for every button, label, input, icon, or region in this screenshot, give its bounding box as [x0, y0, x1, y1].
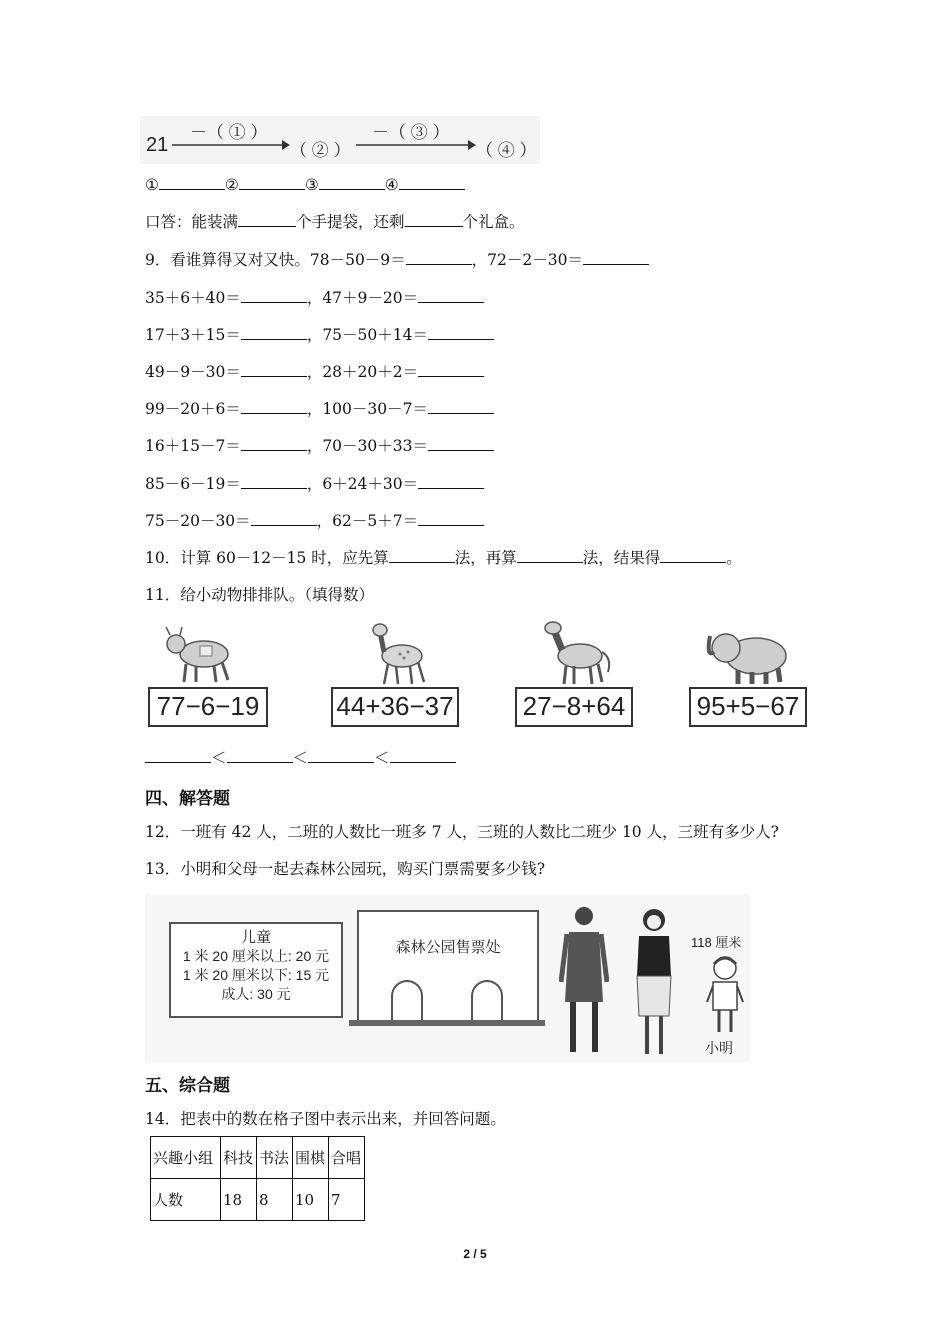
q9-blank[interactable]: [418, 475, 484, 489]
q9-blank[interactable]: [241, 363, 307, 377]
goat-expr: 77−6−19: [148, 687, 268, 727]
q9-title: 9．看谁算得又对又快。78－50－9＝ ，72－2－30＝: [145, 250, 649, 270]
table-cell: 7: [329, 1179, 365, 1221]
q9-blank-b[interactable]: [583, 251, 649, 265]
section-5-heading: 五、综合题: [145, 1076, 230, 1096]
sign-line-1: 1 米 20 厘米以上: 20 元: [182, 948, 330, 964]
table-cell: 围棋: [293, 1137, 329, 1179]
order-blank-4[interactable]: [390, 749, 456, 763]
q10-blank-1[interactable]: [389, 549, 455, 563]
q9-blank[interactable]: [428, 400, 494, 414]
price-sign: [169, 922, 343, 1018]
q9-blank[interactable]: [241, 475, 307, 489]
diagram-box2: （ ② ）: [290, 141, 351, 160]
q10: 10．计算 60－12－15 时，应先算 法，再算 法，结果得 。: [145, 549, 742, 567]
table-cell: 8: [257, 1179, 293, 1221]
q9-row: 17＋3＋15＝ ，75－50＋14＝: [145, 325, 494, 345]
horse-icon: [540, 618, 616, 686]
sign-line-3: 成人: 30 元: [221, 986, 291, 1002]
blank-3[interactable]: [319, 176, 385, 190]
q9-row: 99－20＋6＝ ，100－30－7＝: [145, 399, 494, 419]
q9-blank[interactable]: [428, 326, 494, 340]
q9-row: 49－9－30＝ ，28＋20＋2＝: [145, 362, 484, 382]
table-row: [151, 1179, 365, 1221]
order-line: ＜ ＜ ＜: [145, 748, 456, 768]
horse-expr: 27−8+64: [515, 687, 633, 727]
blank-bags[interactable]: [238, 213, 296, 227]
child-icon: [705, 954, 745, 1038]
interest-table: [150, 1136, 365, 1221]
table-cell: 合唱: [329, 1137, 365, 1179]
blank-2[interactable]: [239, 176, 305, 190]
table-cell: 人数: [151, 1179, 221, 1221]
q9-row: 85－6－19＝ ，6＋24＋30＝: [145, 474, 484, 494]
q9-blank[interactable]: [241, 400, 307, 414]
booth-window-right: [471, 980, 503, 1024]
section-4-heading: 四、解答题: [145, 789, 230, 809]
mother-icon: [629, 904, 679, 1060]
order-blank-3[interactable]: [308, 749, 374, 763]
q9-row: 75－20－30＝ ，62－5＋7＝: [145, 511, 484, 531]
order-blank-1[interactable]: [145, 749, 211, 763]
diagram-box4: （ ④ ）: [476, 141, 537, 160]
q9-blank[interactable]: [241, 437, 307, 451]
blank-1[interactable]: [159, 176, 225, 190]
goat-icon: [160, 624, 240, 686]
q9-blank-a[interactable]: [406, 251, 472, 265]
arrow-diagram: [140, 116, 540, 164]
sign-line-2: 1 米 20 厘米以下: 15 元: [182, 967, 330, 983]
q9-blank[interactable]: [428, 437, 494, 451]
q9-blank[interactable]: [241, 326, 307, 340]
booth-window-left: [391, 980, 423, 1024]
table-cell: 18: [221, 1179, 257, 1221]
booth-base: [349, 1020, 545, 1026]
father-icon: [559, 902, 609, 1062]
arrow-2: [356, 138, 476, 152]
sign-title: 儿童: [240, 929, 271, 946]
ticket-booth: [357, 910, 539, 1022]
ticket-figure: [145, 894, 750, 1062]
q9-blank[interactable]: [418, 289, 484, 303]
q9-blank[interactable]: [241, 289, 307, 303]
arrow-1: [172, 138, 290, 152]
order-blank-2[interactable]: [227, 749, 293, 763]
q9-row: 35＋6＋40＝ ，47＋9－20＝: [145, 288, 484, 308]
elephant-icon: [704, 624, 796, 686]
q14: 14．把表中的数在格子图中表示出来，并回答问题。: [145, 1110, 506, 1128]
child-height-label: 118 厘米: [691, 935, 742, 950]
q9-row: 16＋15－7＝ ，70－30＋33＝: [145, 436, 494, 456]
q11-title: 11．给小动物排排队。（填得数）: [145, 586, 374, 604]
booth-label: 森林公园售票处: [395, 939, 501, 956]
elephant-expr: 95+5−67: [689, 687, 807, 727]
deer-icon: [364, 618, 434, 686]
diagram-start: 21: [146, 134, 169, 156]
table-cell: 科技: [221, 1137, 257, 1179]
q9-blank[interactable]: [418, 512, 484, 526]
table-cell: 10: [293, 1179, 329, 1221]
deer-expr: 44+36−37: [331, 687, 459, 727]
q9-blank[interactable]: [251, 512, 317, 526]
oral-answer: 口答：能装满 个手提袋，还剩 个礼盒。: [145, 213, 525, 231]
blank-boxes[interactable]: [405, 213, 463, 227]
page-number: 2 / 5: [463, 1247, 487, 1261]
q10-blank-3[interactable]: [660, 549, 726, 563]
q13: 13．小明和父母一起去森林公园玩，购买门票需要多少钱?: [145, 860, 546, 878]
table-cell: 兴趣小组: [151, 1137, 221, 1179]
q12: 12．一班有 42 人，二班的人数比一班多 7 人，三班的人数比二班少 10 人，三班有多少人?: [145, 823, 779, 841]
blank-4[interactable]: [399, 176, 465, 190]
child-name-label: 小明: [705, 1040, 733, 1056]
answers-line: ① ② ③ ④: [145, 175, 465, 195]
table-cell: 书法: [257, 1137, 293, 1179]
q10-blank-2[interactable]: [517, 549, 583, 563]
table-header-row: [151, 1137, 365, 1179]
q9-blank[interactable]: [418, 363, 484, 377]
diagram-op2: －（ ③ ）: [372, 123, 450, 142]
diagram-op1: －（ ① ）: [190, 123, 268, 142]
